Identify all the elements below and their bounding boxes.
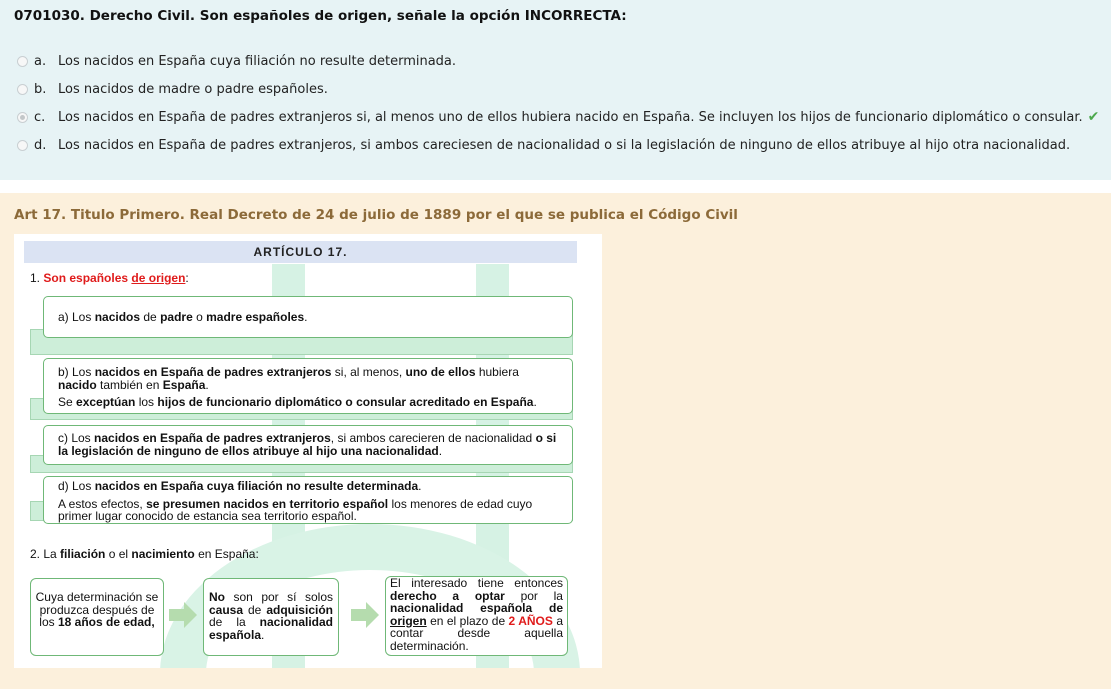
box-c: c) Los nacidos en España de padres extranjeros, si ambos carecieren de nacionalidad o si la legislación de ninguno de ellos atribuye al hijo una nacionalidad. <box>43 425 573 465</box>
radio-button[interactable] <box>17 140 28 151</box>
flow-box-2: No son por sí solos causa de adquisición de la nacionalidad española. <box>203 578 339 656</box>
radio-button-selected[interactable] <box>17 112 28 123</box>
feedback-panel <box>0 193 1111 689</box>
option-c[interactable]: c. Los nacidos en España de padres extranjeros si, al menos uno de ellos hubiera nacido en España. Se incluyen los hijos de funcionario diplomático o consular. ✔ <box>17 108 1099 126</box>
flow-box-1: Cuya determinación se produzca después de los 18 años de edad, <box>30 578 164 656</box>
box-b: b) Los nacidos en España de padres extranjeros si, al menos, uno de ellos hubiera nacido también en España. Se exceptúan los hijos de funcionario diplomático o consular acreditado en España. <box>43 358 573 414</box>
section-1-heading: 1. Son españoles de origen: <box>30 271 189 285</box>
option-text: Los nacidos en España cuya filiación no resulte determinada. <box>58 53 457 69</box>
question-title: 0701030. Derecho Civil. Son españoles de origen, señale la opción INCORRECTA: <box>14 8 627 24</box>
radio-button[interactable] <box>17 56 28 67</box>
option-d[interactable]: d. Los nacidos en España de padres extranjeros, si ambos careciesen de nacionalidad o si la legislación de ninguno de ellos atribuye al hijo otra nacionalidad. <box>17 136 1070 154</box>
option-text: Los nacidos en España de padres extranjeros, si ambos careciesen de nacionalidad o si la legislación de ninguno de ellos atribuye al hijo otra nacionalidad. <box>58 137 1071 153</box>
feedback-title: Art 17. Titulo Primero. Real Decreto de 24 de julio de 1889 por el que se publica el Código Civil <box>14 207 738 223</box>
option-a[interactable]: a. Los nacidos en España cuya filiación no resulte determinada. <box>17 52 456 70</box>
article-figure <box>14 234 602 668</box>
check-icon: ✔ <box>1087 109 1100 125</box>
box-d: d) Los nacidos en España cuya filiación no resulte determinada. A estos efectos, se presumen nacidos en territorio español los menores de edad cuyo primer lugar conocido de estancia sea territorio español. <box>43 476 573 524</box>
option-text: Los nacidos de madre o padre españoles. <box>58 81 328 97</box>
question-panel <box>0 0 1111 180</box>
box-a: a) Los nacidos de padre o madre españoles. <box>43 296 573 338</box>
arrow-right-icon <box>351 602 379 628</box>
option-text: Los nacidos en España de padres extranjeros si, al menos uno de ellos hubiera nacido en España. Se incluyen los hijos de funcionario diplomático o consular. <box>58 109 1083 125</box>
radio-button[interactable] <box>17 84 28 95</box>
option-b[interactable]: b. Los nacidos de madre o padre españoles. <box>17 80 328 98</box>
arrow-right-icon <box>169 602 197 628</box>
section-2-heading: 2. La filiación o el nacimiento en España: <box>30 547 259 561</box>
flow-box-3: El interesado tiene entonces derecho a optar por la nacionalidad española de origen en el plazo de 2 AÑOS a contar desde aquella determinación. <box>385 576 568 656</box>
article-header: ARTÍCULO 17. <box>24 241 577 263</box>
